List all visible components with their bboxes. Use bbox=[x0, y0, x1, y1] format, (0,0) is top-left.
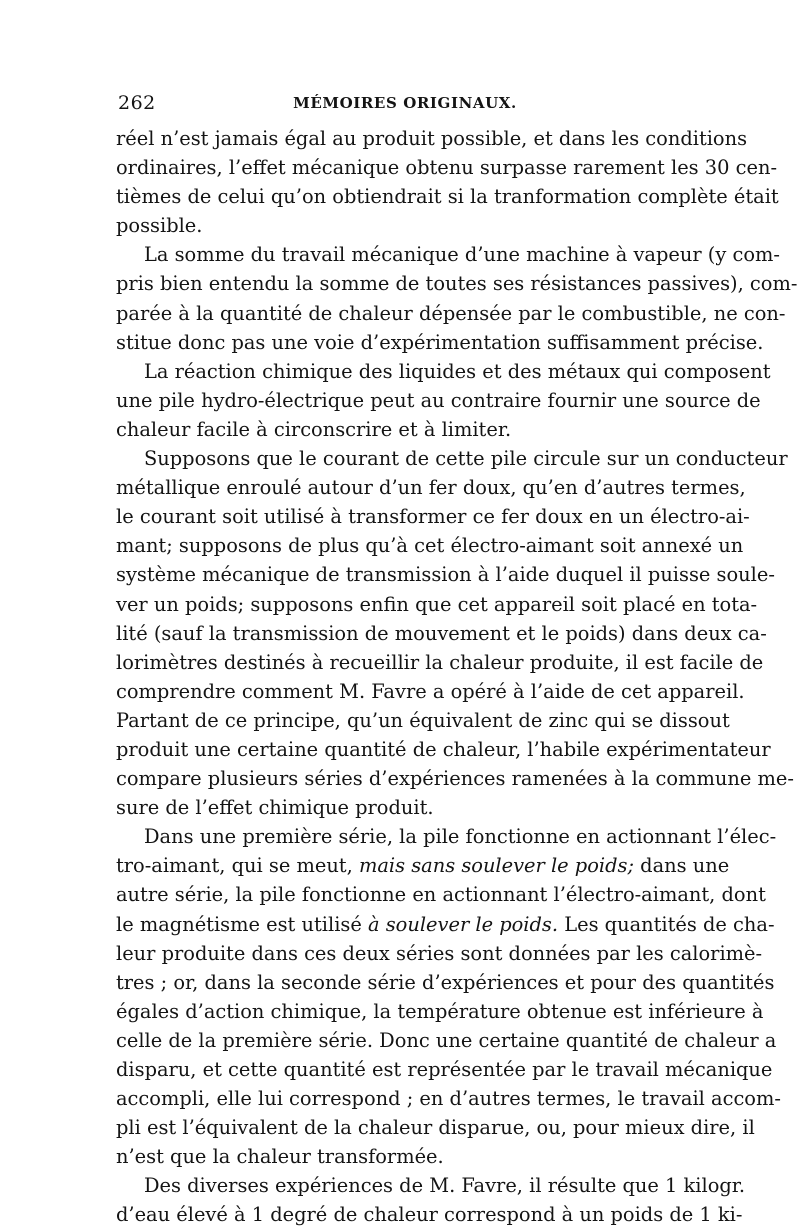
text-line: ver un poids; supposons enfin que cet appareil soit placé en tota- bbox=[116, 592, 758, 616]
italic-text: mais sans soulever le poids; bbox=[358, 854, 634, 878]
text-line: pli est l’équivalent de la chaleur disparue, ou, pour mieux dire, il bbox=[116, 1116, 755, 1140]
text-line: leur produite dans ces deux séries sont données par les calorimè- bbox=[116, 941, 763, 965]
body-text bbox=[116, 124, 798, 1230]
text-line: lité (sauf la transmission de mouvement et le poids) dans deux ca- bbox=[116, 621, 767, 645]
text-line: d’eau élevé à 1 degré de chaleur correspond à un poids de 1 ki- bbox=[116, 1203, 743, 1227]
text-line: lorimètres destinés à recueillir la chaleur produite, il est facile de bbox=[116, 650, 764, 674]
text-span: dans une bbox=[634, 854, 730, 878]
text-line bbox=[116, 910, 775, 939]
text-line: autre série, la pile fonctionne en actionnant l’électro-aimant, dont bbox=[116, 883, 766, 907]
text-line: La somme du travail mécanique d’une machine à vapeur (y com- bbox=[144, 243, 780, 267]
text-line: Partant de ce principe, qu’un équivalent de zinc qui se dissout bbox=[116, 708, 730, 732]
text-line: n’est que la chaleur transformée. bbox=[116, 1145, 444, 1169]
text-span: Les quantités de cha- bbox=[558, 912, 775, 936]
text-line: tièmes de celui qu’on obtiendrait si la tranformation complète était bbox=[116, 185, 779, 209]
text-line: Dans une première série, la pile fonctionne en actionnant l’élec- bbox=[144, 825, 777, 849]
text-line: produit une certaine quantité de chaleur, l’habile expérimentateur bbox=[116, 737, 771, 761]
text-line: chaleur facile à circonscrire et à limiter. bbox=[116, 417, 512, 441]
text-line: une pile hydro-électrique peut au contraire fournir une source de bbox=[116, 388, 761, 412]
text-line: métallique enroulé autour d’un fer doux, qu’en d’autres termes, bbox=[116, 476, 746, 500]
text-line: possible. bbox=[116, 214, 203, 238]
text-line: comprendre comment M. Favre a opéré à l’aide de cet appareil. bbox=[116, 679, 745, 703]
text-line: mant; supposons de plus qu’à cet électro-aimant soit annexé un bbox=[116, 534, 744, 558]
text-line: le courant soit utilisé à transformer ce fer doux en un électro-ai- bbox=[116, 505, 750, 529]
text-line: égales d’action chimique, la température obtenue est inférieure à bbox=[116, 999, 764, 1023]
text-line: disparu, et cette quantité est représentée par le travail mécanique bbox=[116, 1058, 773, 1081]
text-line: stitue donc pas une voie d’expérimentation suffisamment précise. bbox=[116, 330, 764, 354]
page-header bbox=[118, 92, 692, 118]
text-line: La réaction chimique des liquides et des métaux qui composent bbox=[144, 359, 771, 383]
text-line: pris bien entendu la somme de toutes ses résistances passives), com- bbox=[116, 272, 798, 296]
running-title: MÉMOIRES ORIGINAUX. bbox=[293, 94, 517, 112]
text-line: Supposons que le courant de cette pile circule sur un conducteur bbox=[144, 447, 788, 471]
text-line: Des diverses expériences de M. Favre, il résulte que 1 kilogr. bbox=[144, 1174, 746, 1198]
italic-text: à soulever le poids. bbox=[368, 912, 559, 936]
text-line: ordinaires, l’effet mécanique obtenu surpasse rarement les 30 cen- bbox=[116, 156, 777, 180]
text-line: tres ; or, dans la seconde série d’expériences et pour des quantités bbox=[116, 970, 775, 994]
text-line: accompli, elle lui correspond ; en d’autres termes, le travail accom- bbox=[116, 1087, 781, 1111]
text-span: tro-aimant, qui se meut, bbox=[116, 854, 359, 878]
text-line bbox=[116, 851, 730, 880]
text-line: système mécanique de transmission à l’aide duquel il puisse soule- bbox=[116, 563, 775, 587]
text-line: compare plusieurs séries d’expériences ramenées à la commune me- bbox=[116, 767, 794, 791]
text-line: parée à la quantité de chaleur dépensée par le combustible, ne con- bbox=[116, 301, 786, 325]
text-line: celle de la première série. Donc une certaine quantité de chaleur a bbox=[116, 1028, 777, 1052]
text-line: sure de l’effet chimique produit. bbox=[116, 796, 434, 820]
page-number: 262 bbox=[118, 92, 156, 114]
text-span: le magnétisme est utilisé bbox=[116, 912, 368, 936]
text-line: réel n’est jamais égal au produit possible, et dans les conditions bbox=[116, 127, 748, 150]
